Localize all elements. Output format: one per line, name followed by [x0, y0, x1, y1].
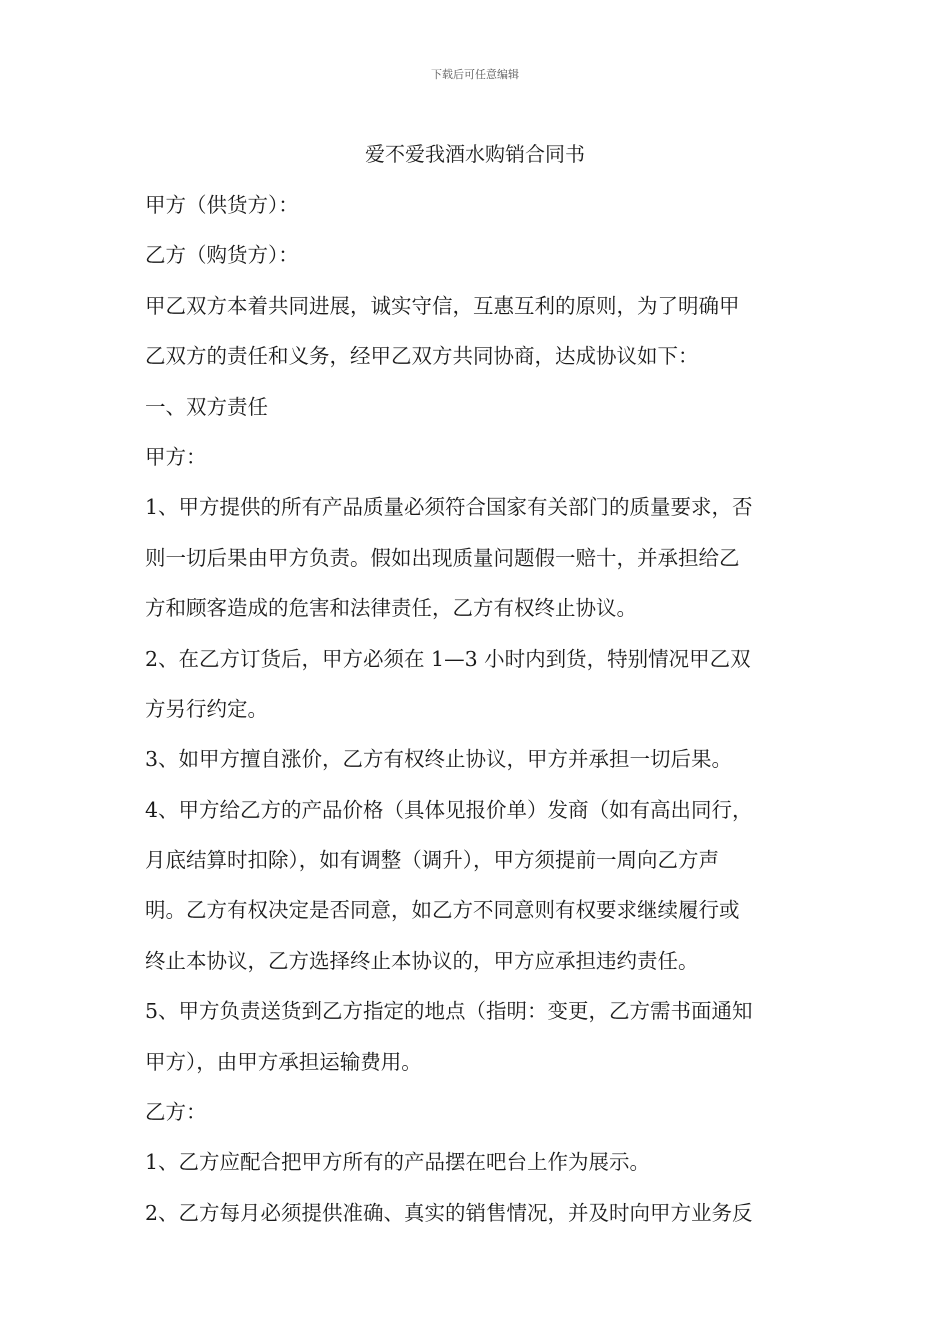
document-body: [145, 180, 810, 1238]
paragraph-line: 2、乙方每月必须提供准确、真实的销售情况，并及时向甲方业务反: [145, 1200, 753, 1225]
paragraph-line: 终止本协议，乙方选择终止本协议的，甲方应承担违约责任。: [145, 948, 699, 973]
paragraph-line: 甲乙双方本着共同进展，诚实守信，互惠互利的原则，为了明确甲: [145, 293, 740, 318]
paragraph-line: 月底结算时扣除），如有调整（调升），甲方须提前一周向乙方声: [145, 848, 719, 873]
paragraph-line: 甲方），由甲方承担运输费用。: [145, 1049, 422, 1074]
paragraph-line: 2、在乙方订货后，甲方必须在 1—3 小时内到货，特别情况甲乙双: [145, 646, 751, 671]
paragraph-line: 方另行约定。: [145, 696, 268, 721]
paragraph-line: 乙双方的责任和义务，经甲乙双方共同协商，达成协议如下：: [145, 344, 699, 369]
page-title: 爱不爱我酒水购销合同书: [365, 142, 585, 166]
paragraph-line: 方和顾客造成的危害和法律责任，乙方有权终止协议。: [145, 596, 637, 621]
paragraph-line: 5、甲方负责送货到乙方指定的地点（指明：变更，乙方需书面通知: [145, 999, 753, 1024]
section-heading: 一、双方责任: [145, 394, 268, 419]
paragraph-line: 1、甲方提供的所有产品质量必须符合国家有关部门的质量要求，否: [145, 495, 753, 520]
paragraph-line: 4、甲方给乙方的产品价格（具体见报价单）发商（如有高出同行，: [145, 797, 753, 822]
paragraph-line: 则一切后果由甲方负责。假如出现质量问题假一赔十，并承担给乙: [145, 545, 740, 570]
party-a-line: 甲方（供货方）：: [145, 193, 299, 217]
paragraph-line: 3、如甲方擅自涨价，乙方有权终止协议，甲方并承担一切后果。: [145, 747, 733, 772]
party-b-line: 乙方（购货方）：: [145, 243, 299, 268]
header-note: 下载后可任意编辑: [431, 68, 519, 81]
paragraph-line: 1、乙方应配合把甲方所有的产品摆在吧台上作为展示。: [145, 1150, 651, 1175]
paragraph-line: 明。乙方有权决定是否同意，如乙方不同意则有权要求继续履行或: [145, 898, 740, 923]
subsection-heading: 乙方：: [145, 1100, 207, 1125]
subsection-heading: 甲方：: [145, 444, 207, 469]
